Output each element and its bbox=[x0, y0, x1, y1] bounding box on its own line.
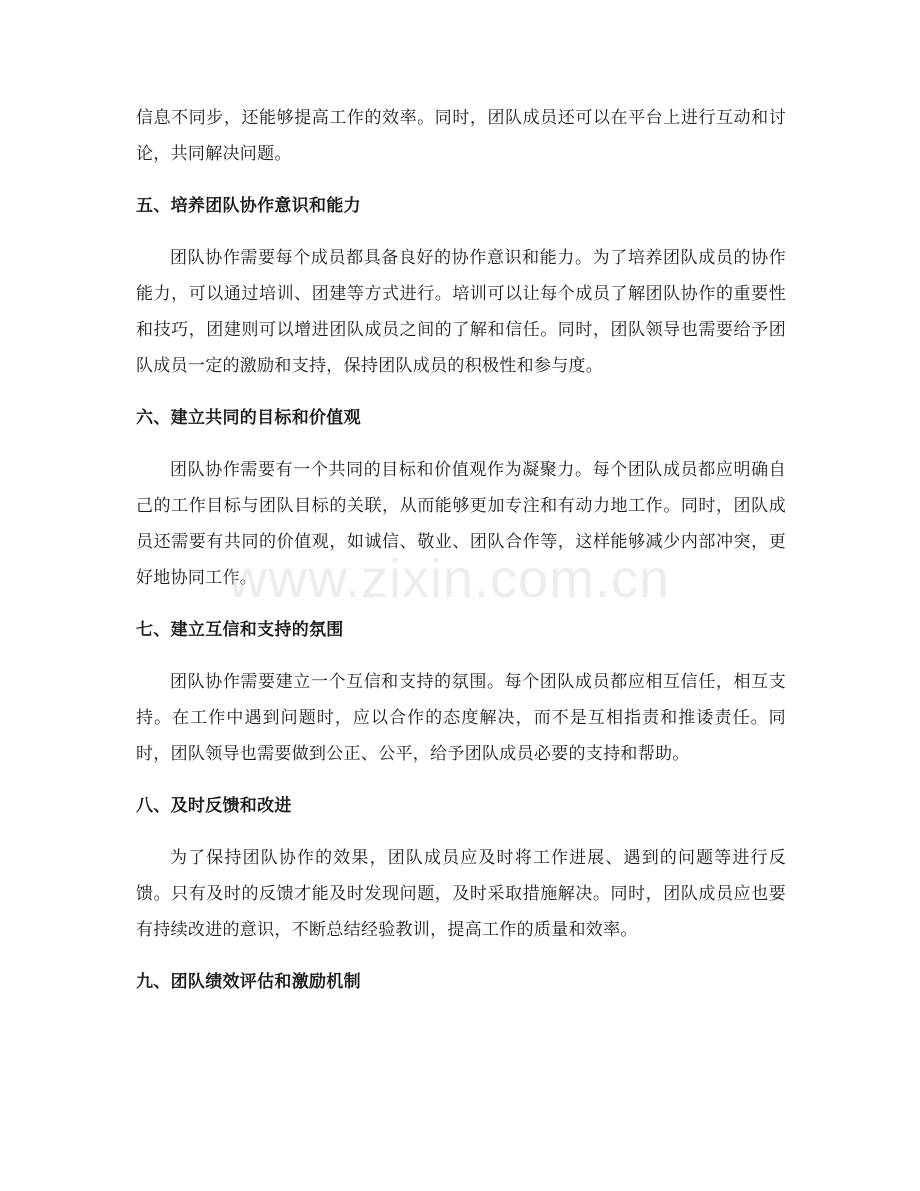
section-body-7: 团队协作需要建立一个互信和支持的氛围。每个团队成员都应相互信任，相互支持。在工作中遇到问题时，应以合作的态度解决，而不是互相指责和推诿责任。同时，团队领导也需要做到公正、公平，给予团队成员必要的支持和帮助。 bbox=[136, 672, 786, 764]
section-heading-6: 六、建立共同的目标和价值观 bbox=[136, 408, 361, 428]
section-body-6: 团队协作需要有一个共同的目标和价值观作为凝聚力。每个团队成员都应明确自己的工作目标与团队目标的关联，从而能够更加专注和有动力地工作。同时，团队成员还需要有共同的价值观，如诚信、敬业、团队合作等，这样能够减少内部冲突，更好地协同工作。 bbox=[136, 460, 786, 588]
section-heading-9: 九、团队绩效评估和激励机制 bbox=[136, 972, 361, 992]
watermark: www.zixin.com.cn bbox=[228, 549, 671, 609]
section-heading-8: 八、及时反馈和改进 bbox=[136, 796, 292, 816]
section-heading-5: 五、培养团队协作意识和能力 bbox=[136, 196, 361, 216]
section-heading-7: 七、建立互信和支持的氛围 bbox=[136, 620, 344, 640]
section-body-5: 团队协作需要每个成员都具备良好的协作意识和能力。为了培养团队成员的协作能力，可以通过培训、团建等方式进行。培训可以让每个成员了解团队协作的重要性和技巧，团建则可以增进团队成员之间的了解和信任。同时，团队领导也需要给予团队成员一定的激励和支持，保持团队成员的积极性和参与度。 bbox=[136, 248, 786, 376]
section-body-8: 为了保持团队协作的效果，团队成员应及时将工作进展、遇到的问题等进行反馈。只有及时的反馈才能及时发现问题，及时采取措施解决。同时，团队成员应也要有持续改进的意识，不断总结经验教训，提高工作的质量和效率。 bbox=[136, 848, 786, 940]
intro-paragraph: 信息不同步，还能够提高工作的效率。同时，团队成员还可以在平台上进行互动和讨论，共同解决问题。 bbox=[136, 108, 786, 164]
document-page bbox=[136, 100, 786, 1000]
